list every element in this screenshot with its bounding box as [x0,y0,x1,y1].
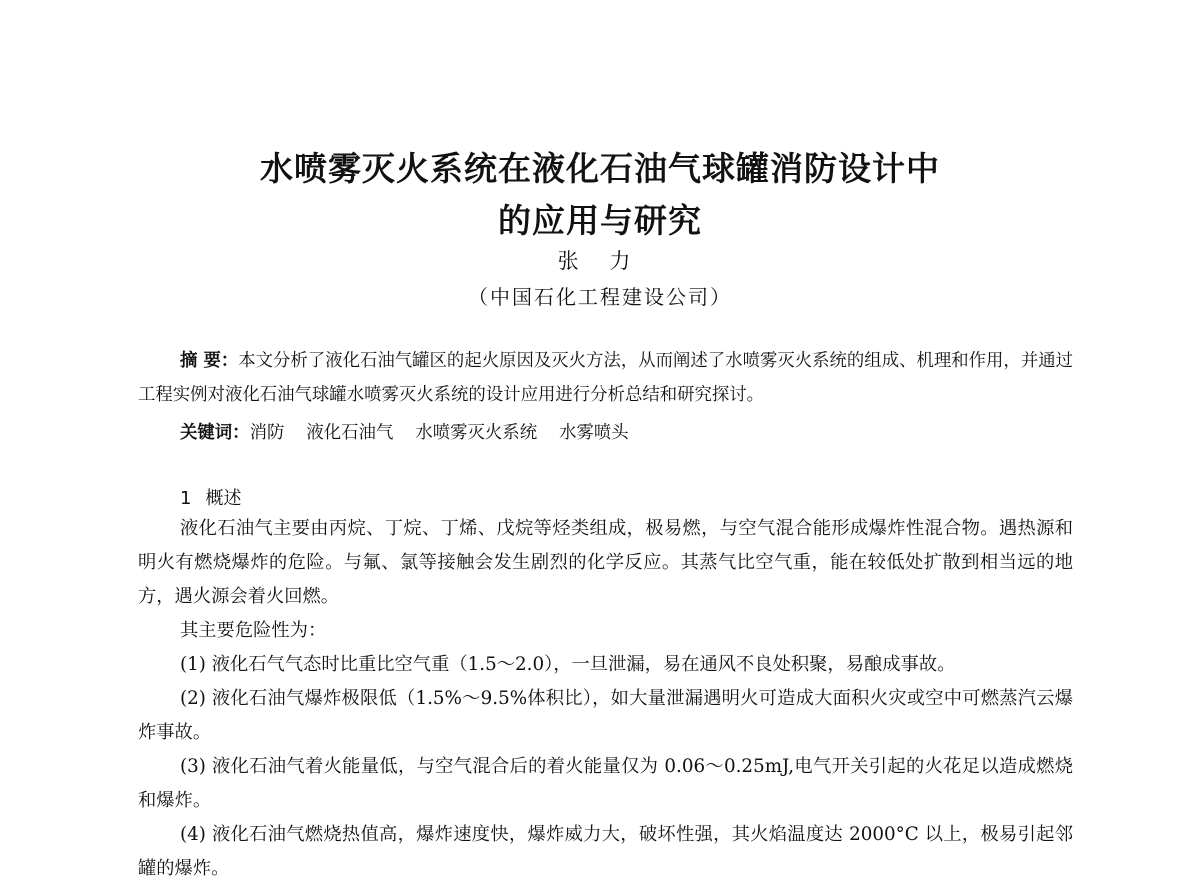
abstract [138,344,1073,412]
abstract-label: 摘 要： [180,351,239,371]
hazard-item: (3) 液化石油气着火能量低，与空气混合后的着火能量仅为 0.06～0.25mJ,电气开关引起的火花足以造成燃烧和爆炸。 [138,756,1073,811]
keywords-label: 关键词： [180,423,250,443]
keyword-item: 水雾喷头 [559,423,629,443]
section-heading [180,484,241,510]
keyword-item: 液化石油气 [306,423,394,443]
hazard-item: (2) 液化石油气爆炸极限低（1.5%～9.5%体积比），如大量泄漏遇明火可造成大面积火灾或空中可燃蒸汽云爆炸事故。 [138,688,1073,743]
body-paragraph: 其主要危险性为： [180,620,327,641]
keyword-item: 水喷雾灭火系统 [415,423,538,443]
paper-title-line2: 的应用与研究 [498,201,702,240]
keywords [138,416,1073,450]
hazard-item: (4) 液化石油气燃烧热值高，爆炸速度快，爆炸威力大，破坏性强，其火焰温度达 2000°C 以上，极易引起邻罐的爆炸。 [138,824,1073,879]
keyword-item: 消防 [249,423,285,443]
abstract-text: 本文分析了液化石油气罐区的起火原因及灭火方法，从而阐述了水喷雾灭火系统的组成、机理和作用，并通过工程实例对液化石油气球罐水喷雾灭火系统的设计应用进行分析总结和研究探讨。 [138,351,1073,405]
section-title: 概述 [205,488,242,509]
paper-title-line1: 水喷雾灭火系统在液化石油气球罐消防设计中 [260,149,940,188]
author-affiliation: （中国石化工程建设公司） [468,285,732,309]
hazard-item: (1) 液化石气气态时比重比空气重（1.5～2.0），一旦泄漏，易在通风不良处积聚，易酿成事故。 [180,654,956,675]
section-number: 1 [180,488,192,509]
body-paragraph: 液化石油气主要由丙烷、丁烷、丁烯、戊烷等烃类组成，极易燃，与空气混合能形成爆炸性混合物。遇热源和明火有燃烧爆炸的危险。与氟、氯等接触会发生剧烈的化学反应。其蒸气比空气重，能在较低处扩散到相当远的地方，遇火源会着火回燃。 [138,518,1073,607]
author-name: 张 力 [557,249,643,273]
